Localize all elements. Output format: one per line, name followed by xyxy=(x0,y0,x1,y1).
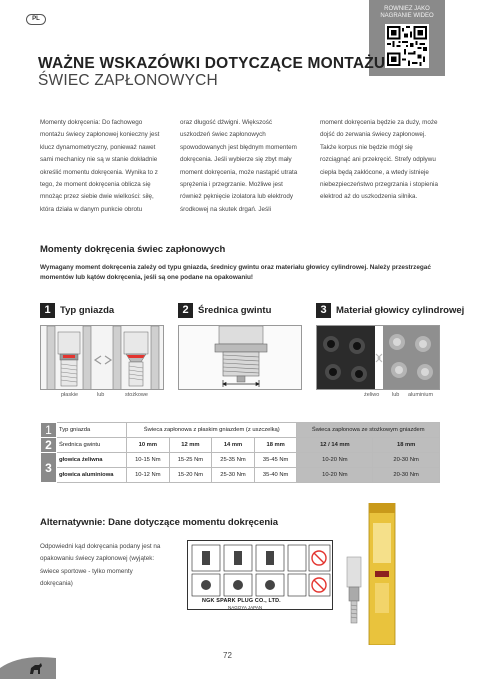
step-1-number: 1 xyxy=(40,303,55,318)
table-cell: 14 mm xyxy=(212,438,255,453)
table-cell: 35-40 Nm xyxy=(254,468,297,483)
row-number: 1 xyxy=(41,423,57,438)
moments-heading: Momenty dokręcenia świec zapłonowych xyxy=(40,244,226,255)
step-1-label: Typ gniazda xyxy=(60,305,115,316)
row-label: Typ gniazda xyxy=(57,423,127,438)
flat-seat-header: Świeca zapłonowa z płaskim gniazdem (z uszczelką) xyxy=(127,423,297,438)
spark-plug-box-photo xyxy=(339,503,411,645)
step-2-label: Średnica gwintu xyxy=(198,305,272,316)
table-cell: 15-20 Nm xyxy=(169,468,212,483)
qr-label-line2: NAGRANIE WIDEO xyxy=(380,13,434,19)
seat-type-illustration xyxy=(40,325,164,390)
page-number: 72 xyxy=(223,651,232,660)
table-cell: 20-30 Nm xyxy=(373,453,440,468)
table-cell: 12 / 14 mm xyxy=(297,438,373,453)
step-1 xyxy=(40,303,114,318)
cylinder-head-illustration xyxy=(316,325,440,390)
caption-tapered: stożkowe xyxy=(125,392,148,398)
table-cell: 35-45 Nm xyxy=(254,453,297,468)
table-cell: 20-30 Nm xyxy=(373,468,440,483)
table-cell: 10-20 Nm xyxy=(297,453,373,468)
row-label: Średnica gwintu xyxy=(57,438,127,453)
table-cell: 18 mm xyxy=(254,438,297,453)
page-title: WAŻNE WSKAZÓWKI DOTYCZĄCE MONTAŻU xyxy=(38,55,386,72)
step-3-number: 3 xyxy=(316,303,331,318)
caption-or-1: lub xyxy=(97,392,105,398)
thread-diameter-illustration xyxy=(178,325,302,390)
step-3-label: Materiał głowicy cylindrowej xyxy=(336,305,465,316)
intro-column-1: Momenty dokręcenia: Do fachowego montażu świecy zapłonowej konieczny jest klucz dynamometryczny, ponieważ nawet sami mechanicy nie są w stanie dokładnie określić momentu dokręcenia. Wynika to z tego, że moment dokręcenia oblicza się mnożąc przez siebie dwie wielkości: siłę, która działa w danym punkcie obrotu xyxy=(40,119,160,213)
step-3 xyxy=(316,303,464,318)
table-cell: 10 mm xyxy=(127,438,170,453)
qr-label xyxy=(369,6,445,20)
table-row xyxy=(41,468,440,483)
qr-label-line1: ROWNIEZ JAKO xyxy=(384,6,430,12)
table-row xyxy=(41,453,440,468)
step-2-number: 2 xyxy=(178,303,193,318)
alternative-text: Odpowiedni kąd dokręcania podany jest na opakowaniu świecy zapłonowej (wyjątek: świece sportowe - tylko momenty dokręcania) xyxy=(40,543,161,588)
step-2 xyxy=(178,303,271,318)
table-cell: 15-25 Nm xyxy=(169,453,212,468)
caption-aluminium: aluminium xyxy=(408,392,434,398)
torque-table xyxy=(40,422,440,483)
caption-or-2: lub xyxy=(392,392,400,398)
row-label: głowica żeliwna xyxy=(57,453,127,468)
intro-column-2: oraz długość dźwigni. Większość uszkodzeń świec zapłonowych spowodowanych jest błędnym momentem dokręcenia. Jeśli wybierze się zbyt mały moment dokręcenia, może nastąpić utrata sprężenia i przegrzanie. Możliwe jest również pęknięcie izolatora lub elektrody środkowej na skutek drgań. Jeśli xyxy=(180,119,298,213)
table-cell: 10-15 Nm xyxy=(127,453,170,468)
corner-logo xyxy=(0,652,56,679)
table-cell: 10-12 Nm xyxy=(127,468,170,483)
table-cell: 25-30 Nm xyxy=(212,468,255,483)
table-row xyxy=(41,423,440,438)
alternative-heading: Alternatywnie: Dane dotyczące momentu dokręcenia xyxy=(40,517,279,528)
packaging-brand: NGK SPARK PLUG CO., LTD. xyxy=(202,598,281,604)
caption-cast-iron: żeliwo xyxy=(364,392,380,398)
intro-column-3: moment dokręcenia będzie za duży, może dojść do zerwania świecy zapłonowej. Także korpus nie będzie mógł się rozciągnąć ani przekręcić. Strefy odpływu ciepła będą zakłócone, a wtedy istnieje niebezpieczeństwo przegrzania i stopienia elektrod aż do uszkodzenia silnika. xyxy=(320,119,438,201)
moments-requirement: Wymagany moment dokręcenia zależy od typu gniazda, średnicy gwintu oraz materiału głowicy cylindrowej. Należy przestrzegać momentów lub kątów dokręcenia, jeśli są one podane na opakowaniu! xyxy=(40,264,431,281)
row-number: 2 xyxy=(41,438,57,453)
intro-text xyxy=(40,117,440,216)
caption-flat: płaskie xyxy=(61,392,79,398)
table-cell: 12 mm xyxy=(169,438,212,453)
tapered-seat-header: Świeca zapłonowa ze stożkowym gniazdem xyxy=(297,423,440,438)
table-cell: 18 mm xyxy=(373,438,440,453)
packaging-subtitle: NAGOYA JAPAN xyxy=(228,605,263,610)
row-number: 3 xyxy=(41,453,57,483)
table-cell: 10-20 Nm xyxy=(297,468,373,483)
row-label: głowica aluminiowa xyxy=(57,468,127,483)
language-badge: PL xyxy=(26,14,46,25)
table-cell: 25-35 Nm xyxy=(212,453,255,468)
qr-code-icon[interactable] xyxy=(385,24,429,68)
table-row xyxy=(41,438,440,453)
page-subtitle: ŚWIEC ZAPŁONOWYCH xyxy=(38,72,218,89)
